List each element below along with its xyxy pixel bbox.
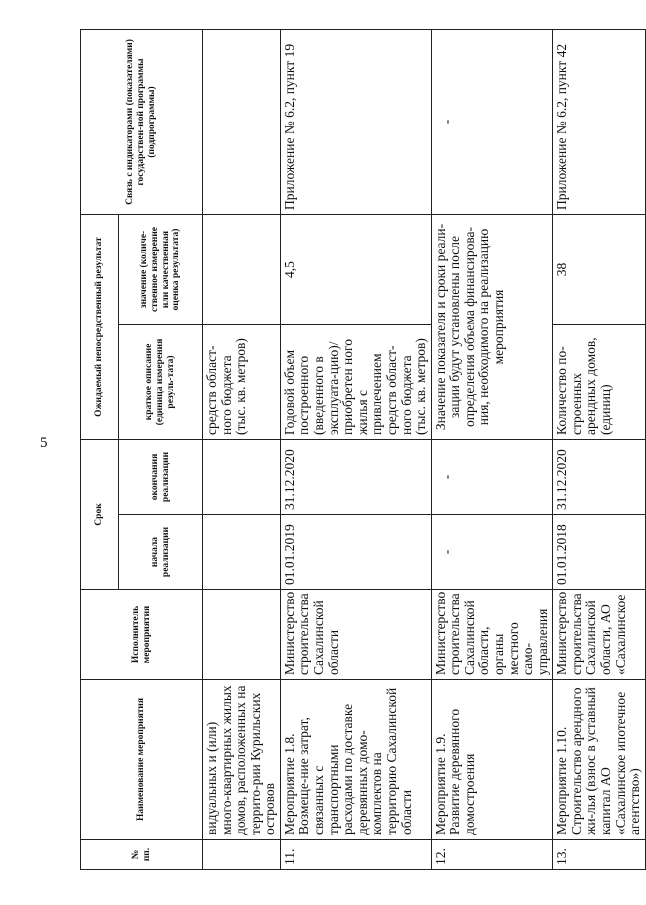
cell-start — [203, 515, 281, 590]
cell-end: 31.12.2020 — [280, 440, 431, 515]
cell-start: 01.01.2018 — [553, 515, 645, 590]
cell-value: 38 — [553, 215, 645, 325]
header-term: Срок — [81, 440, 119, 590]
cell-name: Мероприятие 1.8. Возмеще-ние затрат, связанных с транспортными расходами по доставке деревянных домо-комплектов на территорию Сахалинской области — [280, 680, 431, 840]
cell-link — [203, 30, 281, 215]
cell-executor: Министерство строительства Сахалинской области — [280, 590, 431, 680]
cell-name: Мероприятие 1.10. Строительство арендного жи-лья (взнос в уставный капитал АО «Сахалинское ипотечное агентство») — [553, 680, 645, 840]
cell-num — [203, 840, 281, 870]
cell-executor — [203, 590, 281, 680]
header-num: № пп. — [81, 840, 203, 870]
cell-executor: Министерство строительства Сахалинской области, органы местного само-управления — [431, 590, 553, 680]
header-name: Наименование мероприятия — [81, 680, 203, 840]
header-executor: Исполнитель мероприятия — [81, 590, 203, 680]
events-table — [80, 29, 646, 870]
header-result-desc: краткое описание (единица измерения резуль-тата) — [119, 325, 203, 440]
header-row — [81, 30, 119, 870]
cell-num: 13. — [553, 840, 645, 870]
cell-name: Мероприятие 1.9. Развитие деревянного домостроения — [431, 680, 553, 840]
cell-end: - — [431, 440, 553, 515]
header-term-start: начала реализации — [119, 515, 203, 590]
header-link: Связь с индикаторами (показателями) государствен-ной программы (подпрограммы) — [81, 30, 203, 215]
cell-start: - — [431, 515, 553, 590]
cell-end — [203, 440, 281, 515]
cell-desc: средств област-ного бюджета (тыс. кв. метров) — [203, 325, 281, 440]
cell-link: - — [431, 30, 553, 215]
cell-num: 12. — [431, 840, 553, 870]
table-row — [203, 30, 281, 870]
header-result: Ожидаемый непосредственный результат — [81, 215, 119, 440]
header-term-end: окончания реализации — [119, 440, 203, 515]
table-row — [280, 30, 431, 870]
page-number: 5 — [40, 435, 48, 451]
cell-link: Приложение № 6.2, пункт 19 — [280, 30, 431, 215]
cell-merged-result: Значение показателя и сроки реали-зации будут установлены после определения объема финансирова-ния, необходимого на реализацию мероприятия — [431, 215, 553, 440]
cell-end: 31.12.2020 — [553, 440, 645, 515]
table-row — [553, 30, 645, 870]
cell-num: 11. — [280, 840, 431, 870]
cell-link: Приложение № 6.2, пункт 42 — [553, 30, 645, 215]
rotated-table-container — [80, 30, 643, 870]
cell-desc: Количество по-строенных арендных домов, (единиц) — [553, 325, 645, 440]
table-row — [431, 30, 553, 870]
cell-value: 4,5 — [280, 215, 431, 325]
header-result-value: значение (количе-ственное измерение или качественная оценка результата) — [119, 215, 203, 325]
cell-start: 01.01.2019 — [280, 515, 431, 590]
cell-value — [203, 215, 281, 325]
cell-desc: Годовой объем построенного (введенного в эксплуата-цию)/приобретен ного жилья с привлечением средств област-ного бюджета (тыс. кв. метров) — [280, 325, 431, 440]
cell-executor: Министерство строительства Сахалинской области, АО «Сахалинское — [553, 590, 645, 680]
cell-name: видуальных и (или) много-квартирных жилых домов, расположенных на террито-рии Курильских островов — [203, 680, 281, 840]
